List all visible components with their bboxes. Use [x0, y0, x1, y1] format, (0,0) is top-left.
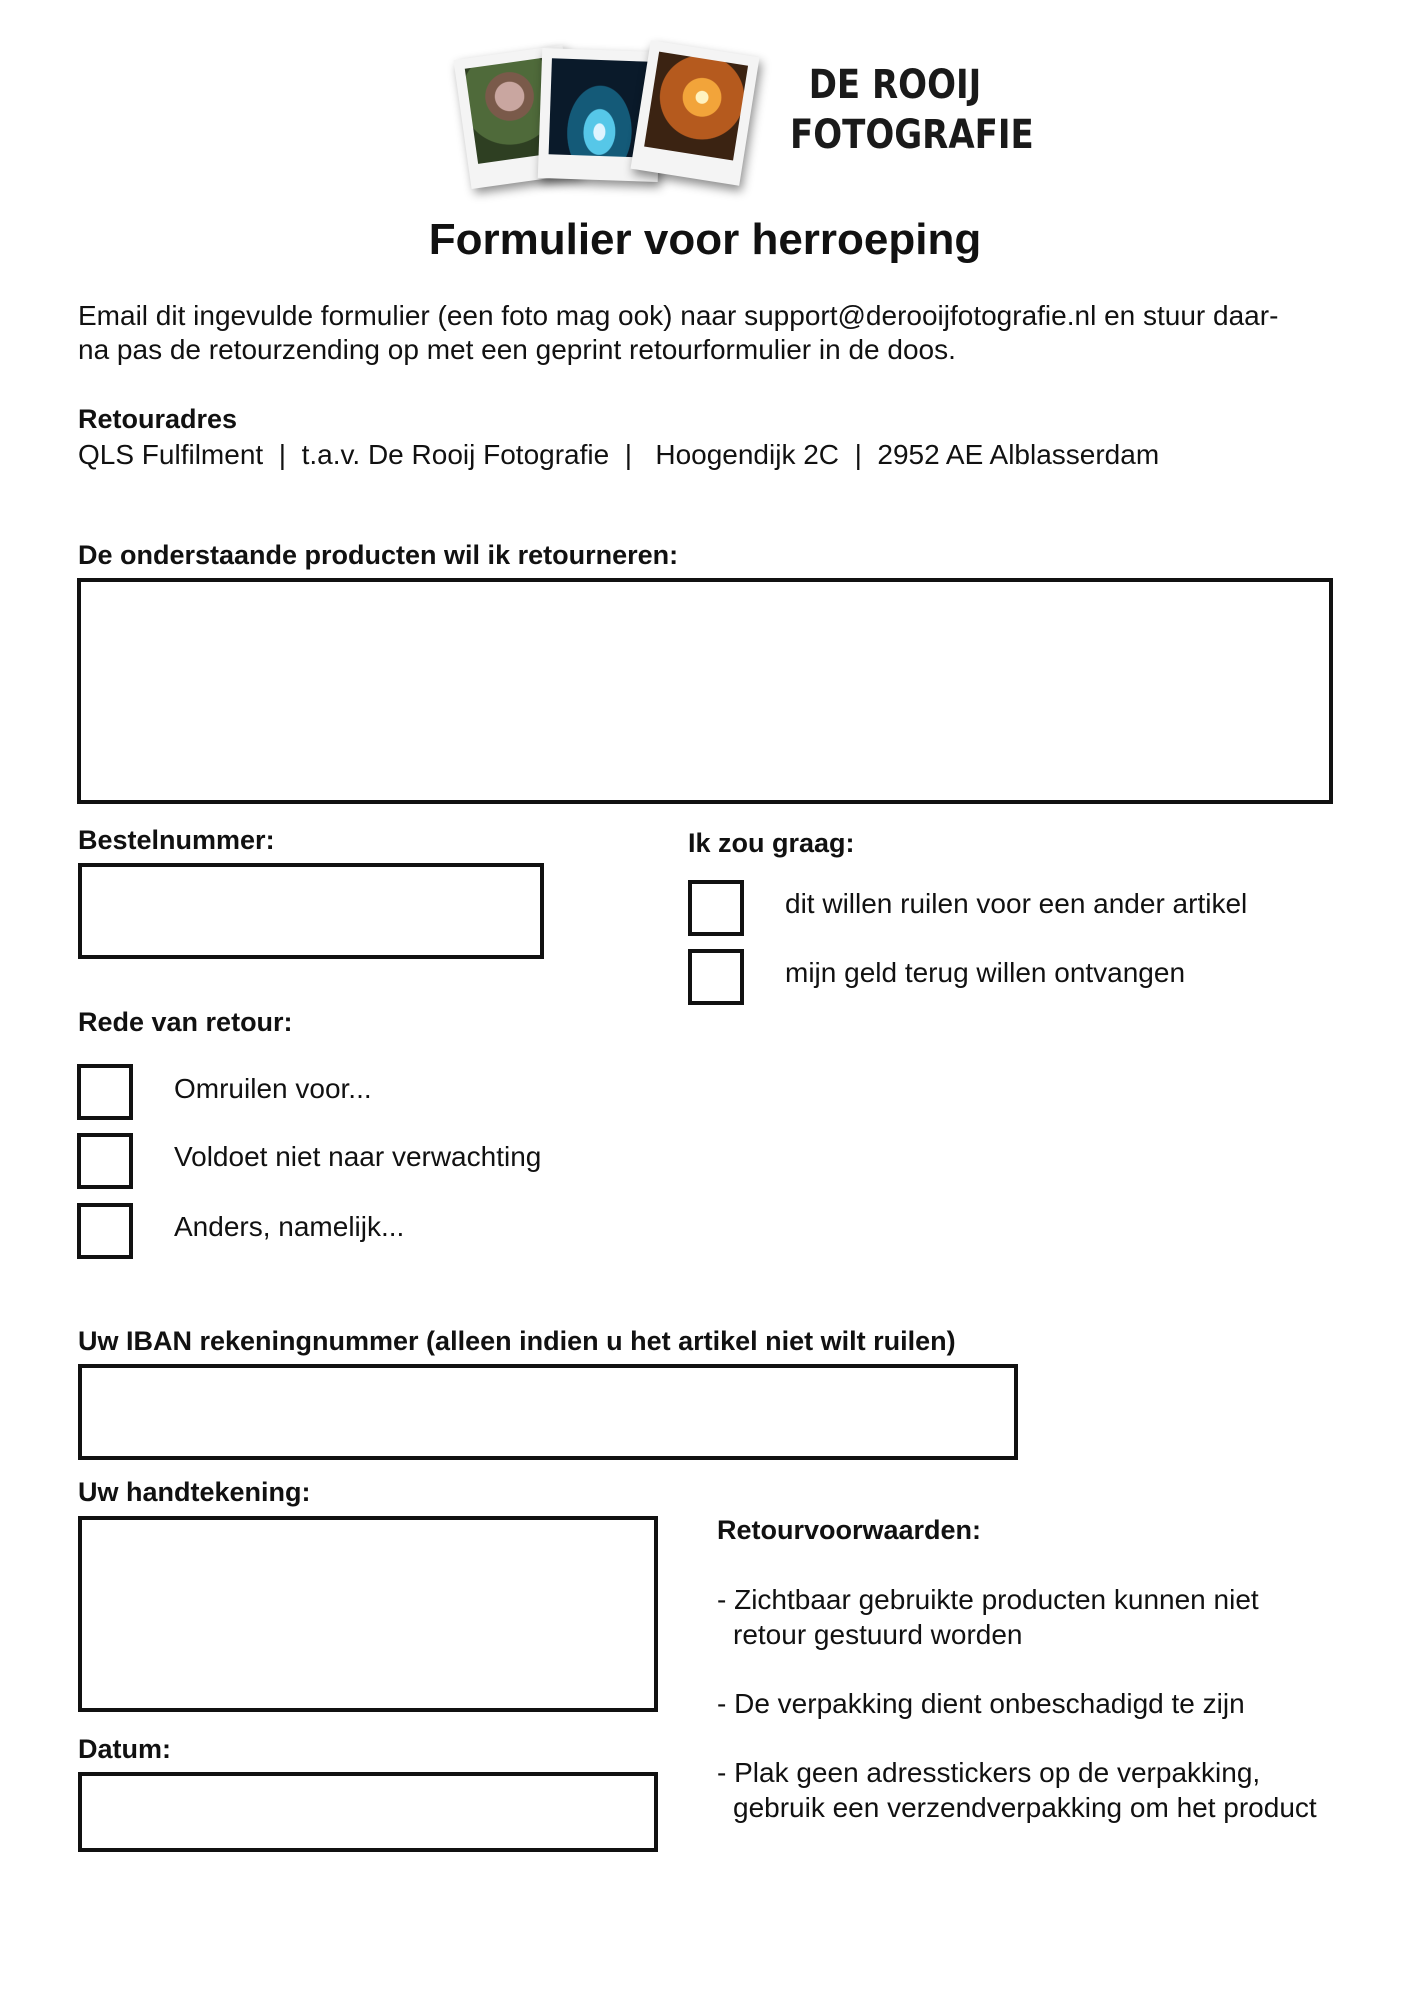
condition-1-line-2: retour gestuurd worden — [733, 1619, 1023, 1650]
condition-3-line-1: - Plak geen adresstickers op de verpakking, — [717, 1757, 1261, 1788]
reason-expectation-label: Voldoet niet naar verwachting — [174, 1141, 542, 1172]
logo-text — [790, 60, 1034, 160]
preference-refund-checkbox[interactable] — [688, 949, 744, 1005]
return-address-label: Retouradres — [78, 404, 238, 434]
reason-exchange-label: Omruilen voor... — [174, 1073, 372, 1104]
signature-field[interactable] — [78, 1516, 658, 1712]
logo-line2: FOTOGRAFIE — [790, 112, 1034, 158]
preference-refund-label: mijn geld terug willen ontvangen — [785, 957, 1186, 988]
order-number-field[interactable] — [78, 863, 544, 959]
return-address-value: QLS Fulfilment | t.a.v. De Rooij Fotografie | Hoogendijk 2C | 2952 AE Alblasserdam — [78, 439, 1160, 470]
intro-line-1: Email dit ingevulde formulier (een foto mag ook) naar support@derooijfotografie.nl en stuur daar- — [78, 300, 1279, 331]
condition-3-line-2: gebruik een verzendverpakking om het product — [733, 1792, 1317, 1823]
conditions-label: Retourvoorwaarden: — [717, 1515, 982, 1545]
condition-1-line-1: - Zichtbaar gebruikte producten kunnen niet — [717, 1584, 1259, 1615]
date-label: Datum: — [78, 1734, 171, 1764]
products-label: De onderstaande producten wil ik retourneren: — [78, 540, 679, 570]
iban-label: Uw IBAN rekeningnummer (alleen indien u het artikel niet wilt ruilen) — [78, 1326, 956, 1356]
date-field[interactable] — [78, 1772, 658, 1852]
logo-line1: DE ROOIJ — [808, 62, 982, 108]
reason-other-label: Anders, namelijk... — [174, 1211, 405, 1242]
reason-expectation-checkbox[interactable] — [77, 1133, 133, 1189]
page-title: Formulier voor herroeping — [428, 215, 982, 264]
preference-exchange-label: dit willen ruilen voor een ander artikel — [785, 888, 1248, 919]
preference-exchange-checkbox[interactable] — [688, 880, 744, 936]
reason-exchange-checkbox[interactable] — [77, 1064, 133, 1120]
reason-label: Rede van retour: — [78, 1007, 293, 1037]
signature-label: Uw handtekening: — [78, 1477, 311, 1507]
condition-2-line-1: - De verpakking dient onbeschadigd te zijn — [717, 1688, 1245, 1719]
intro-line-2: na pas de retourzending op met een geprint retourformulier in de doos. — [78, 334, 956, 365]
reason-other-checkbox[interactable] — [77, 1203, 133, 1259]
iban-field[interactable] — [78, 1364, 1018, 1460]
logo-photo-sunset — [631, 40, 760, 186]
products-field[interactable] — [77, 578, 1333, 804]
order-number-label: Bestelnummer: — [78, 825, 275, 855]
preference-label: Ik zou graag: — [688, 828, 855, 858]
